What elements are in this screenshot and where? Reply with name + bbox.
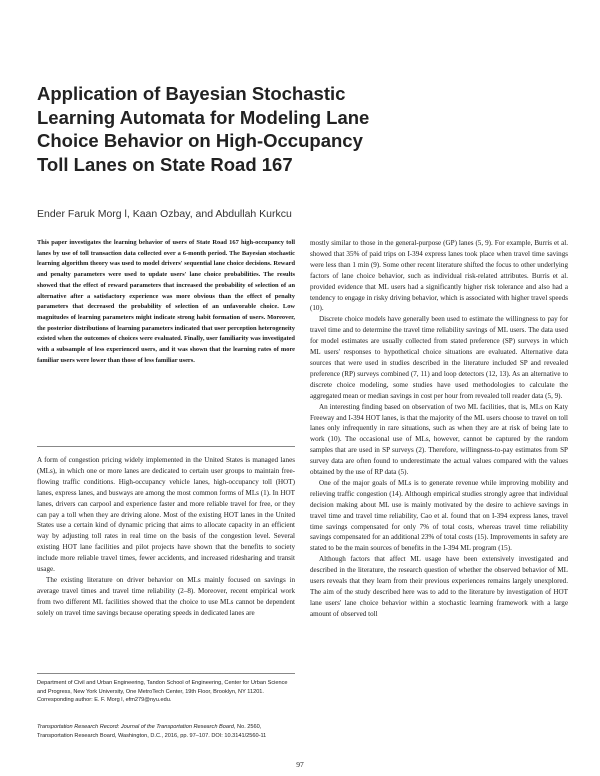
body-paragraph: The existing literature on driver behavior on MLs mainly focused on savings in average travel times and travel time reliability (2–8). Moreover, recent empirical work from two different ML facilities showed that the choice to use MLs cannot be dependent solely on travel time savings because operating speeds in dedicated lanes are <box>37 575 295 617</box>
body-paragraph: An interesting finding based on observation of two ML facilities, that is, MLs on Katy Freeway and I-394 HOT lanes, is that the majority of the ML users choose to travel on toll lanes only infrequently in rare situations, such as when they are at risk of being late to work (10). The occasional use of MLs, however, cannot be captured by the random samples that are used in SP surveys (2). Therefore, willingness-to-pay estimates from SP survey data are often found to underestimate the actual values compared with the values obtained by the use of RP data (5). <box>310 402 568 477</box>
citation <box>37 723 295 740</box>
title-line: Choice Behavior on High-Occupancy <box>37 130 363 151</box>
author-affiliation: Department of Civil and Urban Engineering, Tandon School of Engineering, Center for Urban Science and Progress, New York University, One MetroTech Center, 19th Floor, Brooklyn, NY 11201. Corresponding author: E. F. Morg l, efm279@nyu.edu. <box>37 680 288 704</box>
title-line: Toll Lanes on State Road 167 <box>37 153 293 175</box>
author-list: Ender Faruk Morg l, Kaan Ozbay, and Abdullah Kurkcu <box>37 208 292 220</box>
title-line: Learning Automata for Modeling Lane <box>37 106 370 128</box>
right-column-body <box>310 238 568 620</box>
body-paragraph: One of the major goals of MLs is to generate revenue while improving mobility and relieving traffic congestion (14). Although empirical studies strongly agree that individual decision making about ML use is mainly motivated by the desire to achieve savings in travel time and travel time reliability, Cao et al. found that on I-394 express lanes, travel time savings compensated for only 7% of total costs, whereas travel time reliability savings compensated for an additional 23% of total costs (15). Improvements in safety are stated to be the main sources of benefits in the I-394 ML program (15). <box>310 478 568 553</box>
body-paragraph: Although factors that affect ML usage have been extensively investigated and described in the literature, the research question of whether the observed behavior of ML users reveals that they learn from their previous experiences remains largely unexplored. The aim of the study described here was to add to the literature by investigation of HOT lane users' lane choice behavior within a stochastic learning framework with a large amount of observed toll <box>310 555 568 618</box>
title-line: Application of Bayesian Stochastic <box>37 83 346 104</box>
body-paragraph: A form of congestion pricing widely implemented in the United States is managed lanes (MLs), in which one or more lanes are dedicated to certain user groups to maintain free-flowing traffic conditions. High-occupancy vehicle lanes, high-occupancy toll (HOT) lanes, express lanes, and busways are among the most common forms of MLs (1). In HOT lanes, drivers can carpool and experience faster and more reliable travel for free, or they can pay a toll when they are driving alone. Most of the existing HOT lanes in the United States use a certain kind of dynamic pricing that aims to allocate capacity in an efficient way by adjusting toll rates in real time on the basis of the congestion level. Several existing HOT lane facilities and pilot projects have shown that the benefits to society include more reliable travel times, fewer accidents, and increased ridesharing and transit usage. <box>37 456 295 574</box>
footnote-divider <box>37 673 295 674</box>
citation-details: No. 2560, Transportation Research Board, Washington, D.C., 2016, pp. 97–107. DOI: 10.3141/2560-11 <box>37 724 267 739</box>
paper-title <box>37 82 457 176</box>
body-paragraph: Discrete choice models have generally been used to estimate the willingness to pay for travel time and to determine the travel time reliability savings of ML users. The data used for model estimates are usually collected from stated preference (SP) surveys in which ML users' responses to hypothetical choice situations are evaluated. Alternative data sources that were used in studies described in the literature included SP and revealed preference (RP) surveys combined (7, 11) and loop detectors (12, 13). As an alternative to discrete choice modeling, some studies have used methodologies to calculate the aggregated mean or median savings in cost per hour from revealed toll reader data (5, 9). <box>310 315 568 400</box>
abstract: This paper investigates the learning behavior of users of State Road 167 high-occupancy toll lanes by use of toll transaction data collected over a 6-month period. The Bayesian stochastic learning algorithm theory was used to model drivers' sequential lane choice decisions. Reward and penalty parameters were used to update users' lane choice probabilities. The results showed that the effect of reward parameters that increased the probability of selection of an alternative after a satisfactory experience was more obvious than the effect of penalty parameters that decreased the probability of selection of an unfavorable choice. Low magnitudes of learning parameters might indicate strong habit formation of users. Moreover, the posterior distributions of learning parameters indicated that user perception heterogeneity existed when the outcomes of choices were evaluated. Finally, user familiarity was investigated with a subsample of less experienced users, and it was shown that the learning rates of more familiar users were lower than those of less familiar users. <box>37 239 295 364</box>
body-paragraph: mostly similar to those in the general-purpose (GP) lanes (5, 9). For example, Burris et al. showed that 35% of paid trips on I-394 express lanes took place when travel time savings were less than 1 min (9). Some other recent literature shifted the focus to other underlying factors of lane choice behavior, such as individual risk-related attributes. Burris et al. provided evidence that ML users had a significantly higher risk tolerance and also had a tendency to engage in risky driving behavior, which is associated with higher travel speeds (10). <box>310 239 568 313</box>
page-number: 97 <box>296 760 304 769</box>
citation-journal: Transportation Research Record: Journal of the Transportation Research Board, <box>37 724 236 730</box>
abstract-divider <box>37 446 295 447</box>
left-column-body <box>37 455 295 619</box>
